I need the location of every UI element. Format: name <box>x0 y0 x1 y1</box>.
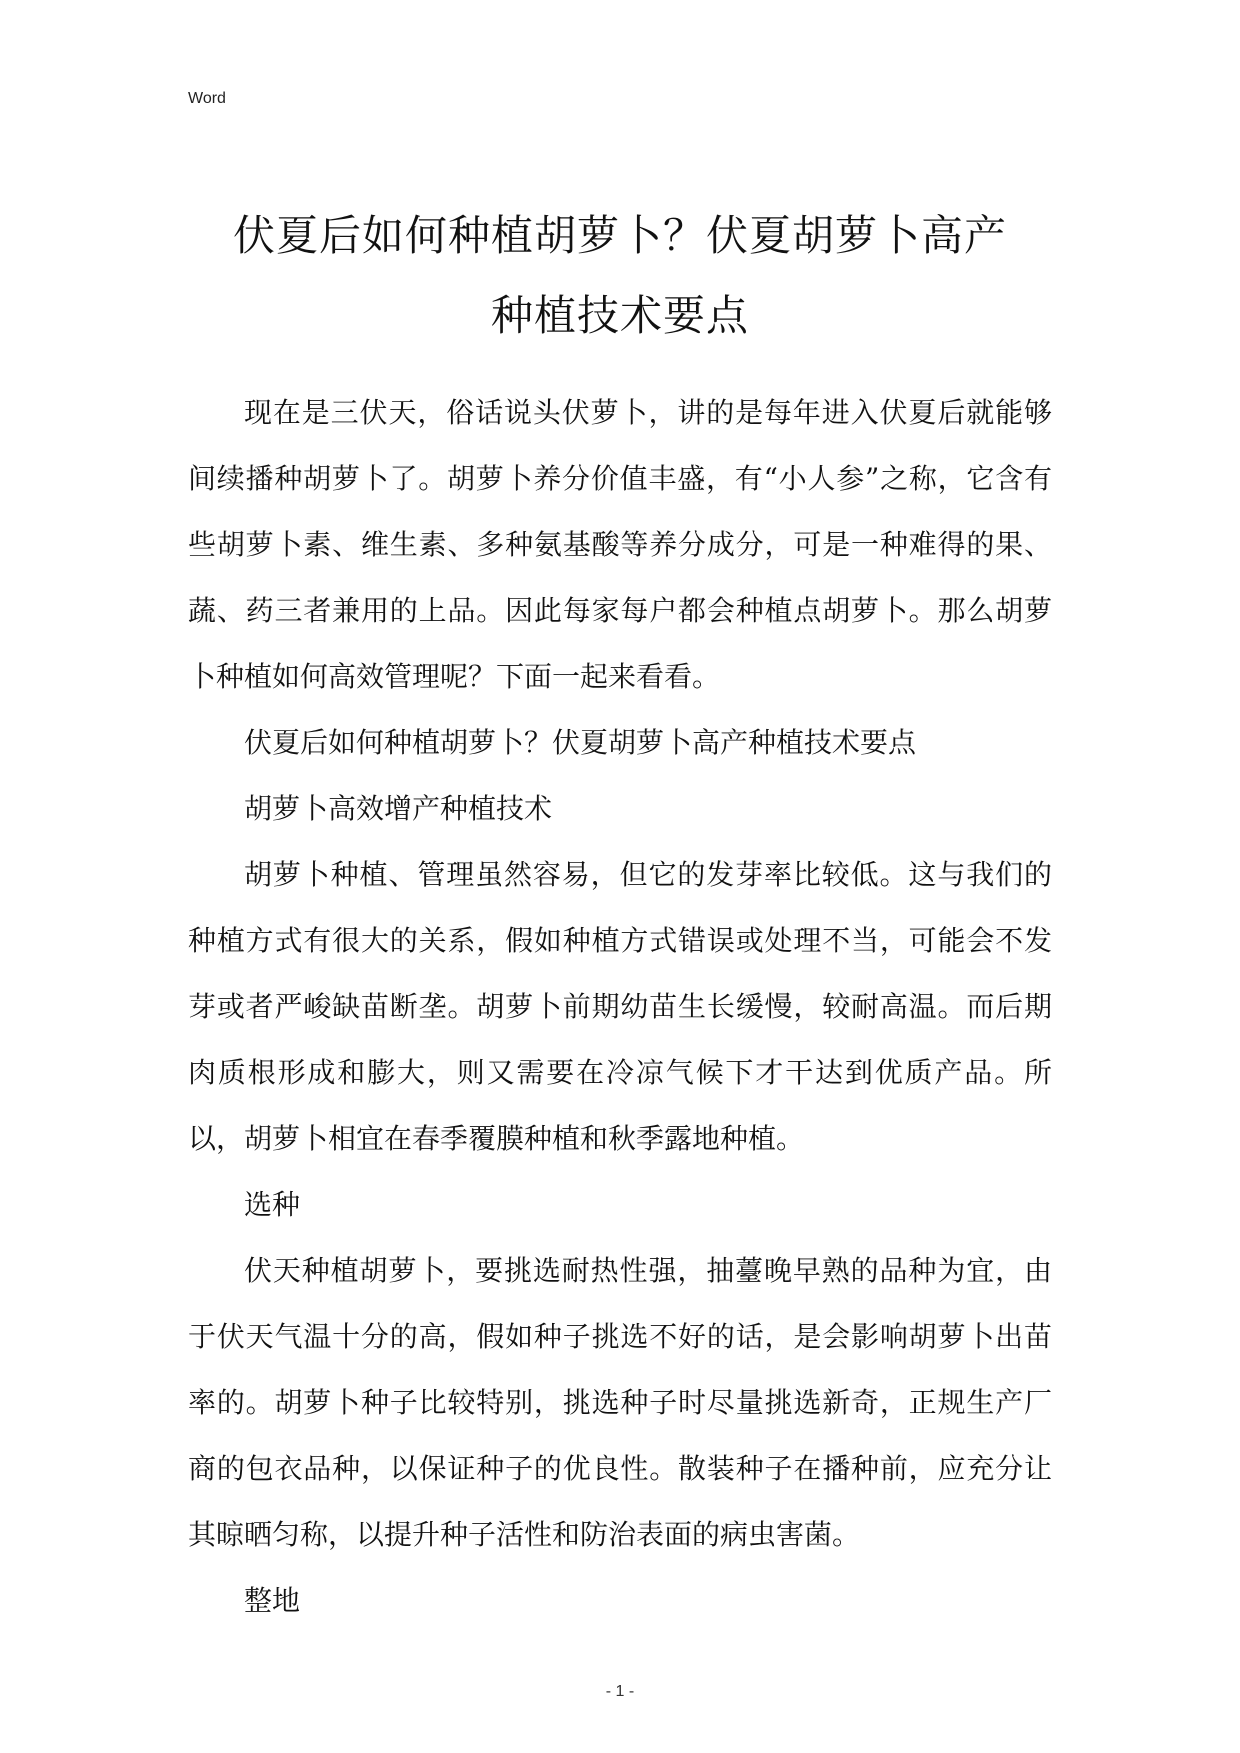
page-number: - 1 - <box>605 1683 635 1700</box>
title-line-2: 种植技术要点 <box>490 291 749 340</box>
seed-selection-paragraph: 伏天种植胡萝卜，要挑选耐热性强，抽薹晚早熟的品种为宜，由于伏天气温十分的高，假如种子挑选不好的话，是会影响胡萝卜出苗率的。胡萝卜种子比较特别，挑选种子时尽量挑选新奇，正规生产厂商的包衣品种，以保证种子的优良性。散装种子在播种前，应充分让其晾晒匀称，以提升种子活性和防治表面的病虫害菌。 <box>188 1254 1052 1551</box>
section-heading-land-prep: 整地 <box>244 1584 301 1617</box>
section-heading-seed-selection: 选种 <box>244 1188 301 1221</box>
document-title <box>160 196 1080 356</box>
document-body <box>188 380 1052 1634</box>
section-heading-technique: 胡萝卜高效增产种植技术 <box>244 792 553 825</box>
header-label: Word <box>188 90 226 107</box>
repeated-title-paragraph: 伏夏后如何种植胡萝卜？伏夏胡萝卜高产种植技术要点 <box>244 726 917 759</box>
technique-paragraph: 胡萝卜种植、管理虽然容易，但它的发芽率比较低。这与我们的种植方式有很大的关系，假如种植方式错误或处理不当，可能会不发芽或者严峻缺苗断垄。胡萝卜前期幼苗生长缓慢，较耐高温。而后期肉质根形成和膨大，则又需要在冷凉气候下才干达到优质产品。所以，胡萝卜相宜在春季覆膜种植和秋季露地种植。 <box>188 858 1052 1155</box>
intro-paragraph: 现在是三伏天，俗话说头伏萝卜，讲的是每年进入伏夏后就能够间续播种胡萝卜了。胡萝卜养分价值丰盛，有“小人参”之称，它含有些胡萝卜素、维生素、多种氨基酸等养分成分，可是一种难得的果、蔬、药三者兼用的上品。因此每家每户都会种植点胡萝卜。那么胡萝卜种植如何高效管理呢？下面一起来看看。 <box>188 396 1052 693</box>
title-line-1: 伏夏后如何种植胡萝卜？伏夏胡萝卜高产 <box>232 211 1007 260</box>
